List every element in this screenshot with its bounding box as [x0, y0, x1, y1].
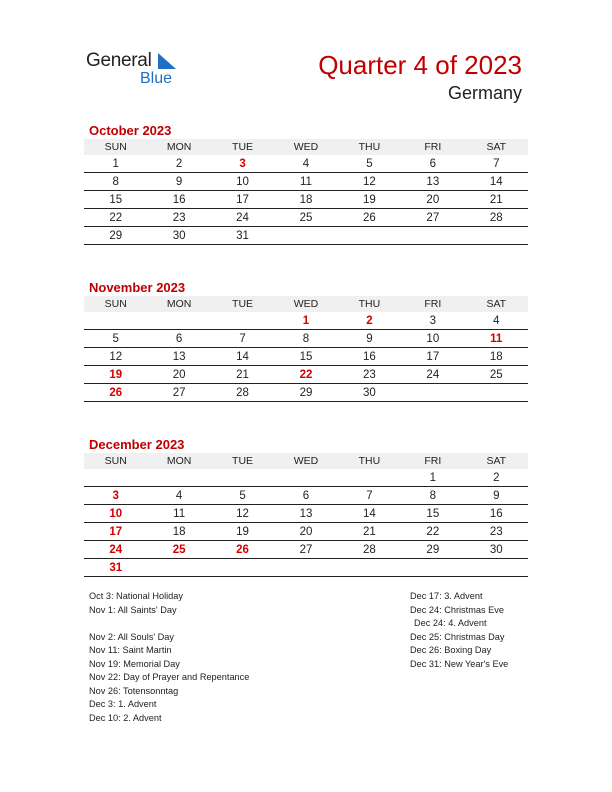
- page-title: Quarter 4 of 2023: [318, 50, 522, 80]
- day-cell: 18: [274, 191, 337, 209]
- day-cell: 20: [147, 366, 210, 384]
- holiday-note: Dec 17: 3. Advent: [410, 591, 483, 601]
- day-cell: 8: [401, 487, 464, 505]
- day-cell: 4: [465, 312, 528, 330]
- week-row: [84, 155, 528, 173]
- weekday-header: SUN: [84, 139, 147, 155]
- day-cell: 15: [84, 191, 147, 209]
- empty-day-cell: [274, 227, 337, 245]
- day-cell: 23: [338, 366, 401, 384]
- day-cell: 4: [147, 487, 210, 505]
- holiday-note: Dec 25: Christmas Day: [410, 631, 505, 642]
- weekday-header: TUE: [211, 139, 274, 155]
- day-cell: 19: [211, 523, 274, 541]
- weekday-header: FRI: [401, 139, 464, 155]
- day-cell: 26: [211, 541, 274, 559]
- weekday-header: THU: [338, 453, 401, 469]
- empty-day-cell: [84, 469, 147, 487]
- day-cell: 11: [274, 173, 337, 191]
- day-cell: 29: [401, 541, 464, 559]
- day-cell: 27: [147, 384, 210, 402]
- day-cell: 25: [274, 209, 337, 227]
- day-cell: 19: [84, 366, 147, 384]
- holiday-note: Dec 26: Boxing Day: [410, 645, 492, 655]
- day-cell: 11: [465, 330, 528, 348]
- day-cell: 30: [147, 227, 210, 245]
- day-cell: 27: [274, 541, 337, 559]
- weekday-header-row: [84, 453, 528, 469]
- day-cell: 22: [401, 523, 464, 541]
- week-row: [84, 191, 528, 209]
- day-cell: 17: [211, 191, 274, 209]
- day-cell: 20: [274, 523, 337, 541]
- day-cell: 3: [84, 487, 147, 505]
- day-cell: 25: [465, 366, 528, 384]
- day-cell: 10: [401, 330, 464, 348]
- empty-day-cell: [465, 227, 528, 245]
- empty-day-cell: [147, 469, 210, 487]
- day-cell: 2: [465, 469, 528, 487]
- day-cell: 15: [401, 505, 464, 523]
- week-row: [84, 330, 528, 348]
- day-cell: 16: [147, 191, 210, 209]
- empty-day-cell: [84, 312, 147, 330]
- holiday-note: Dec 24: 4. Advent: [414, 618, 487, 628]
- week-row: [84, 559, 528, 577]
- day-cell: 20: [401, 191, 464, 209]
- weekday-header: MON: [147, 296, 210, 312]
- empty-day-cell: [147, 312, 210, 330]
- day-cell: 6: [401, 155, 464, 173]
- week-row: [84, 541, 528, 559]
- day-cell: 9: [465, 487, 528, 505]
- weekday-header: WED: [274, 139, 337, 155]
- empty-day-cell: [401, 384, 464, 402]
- day-cell: 14: [465, 173, 528, 191]
- week-row: [84, 227, 528, 245]
- empty-day-cell: [211, 559, 274, 577]
- day-cell: 31: [211, 227, 274, 245]
- day-cell: 14: [211, 348, 274, 366]
- logo-general-text: General: [86, 50, 152, 71]
- day-cell: 16: [465, 505, 528, 523]
- day-cell: 15: [274, 348, 337, 366]
- day-cell: 28: [338, 541, 401, 559]
- holiday-note: Nov 2: All Souls' Day: [89, 631, 174, 642]
- day-cell: 16: [338, 348, 401, 366]
- weekday-header: SUN: [84, 453, 147, 469]
- day-cell: 7: [338, 487, 401, 505]
- empty-day-cell: [465, 384, 528, 402]
- day-cell: 28: [211, 384, 274, 402]
- empty-day-cell: [274, 559, 337, 577]
- day-cell: 9: [338, 330, 401, 348]
- day-cell: 24: [401, 366, 464, 384]
- day-cell: 17: [84, 523, 147, 541]
- day-cell: 7: [465, 155, 528, 173]
- holiday-note: Nov 11: Saint Martin: [89, 645, 172, 655]
- calendar-grid: [84, 453, 528, 577]
- day-cell: 6: [147, 330, 210, 348]
- empty-day-cell: [211, 312, 274, 330]
- empty-day-cell: [274, 469, 337, 487]
- day-cell: 6: [274, 487, 337, 505]
- day-cell: 24: [211, 209, 274, 227]
- day-cell: 29: [84, 227, 147, 245]
- day-cell: 13: [401, 173, 464, 191]
- weekday-header: FRI: [401, 453, 464, 469]
- day-cell: 30: [338, 384, 401, 402]
- holiday-note: Nov 22: Day of Prayer and Repentance: [89, 672, 250, 682]
- day-cell: 3: [401, 312, 464, 330]
- weekday-header: SAT: [465, 296, 528, 312]
- holiday-note: Dec 31: New Year's Eve: [410, 658, 509, 669]
- weekday-header: SAT: [465, 453, 528, 469]
- day-cell: 21: [338, 523, 401, 541]
- weekday-header: SUN: [84, 296, 147, 312]
- day-cell: 30: [465, 541, 528, 559]
- month-november: [84, 279, 528, 402]
- logo-triangle-icon: [158, 53, 176, 69]
- day-cell: 18: [465, 348, 528, 366]
- day-cell: 10: [84, 505, 147, 523]
- holiday-note: Dec 3: 1. Advent: [89, 699, 157, 709]
- weekday-header: FRI: [401, 296, 464, 312]
- holiday-notes-right: [410, 590, 508, 671]
- week-row: [84, 348, 528, 366]
- holiday-note: Dec 10: 2. Advent: [89, 712, 162, 723]
- day-cell: 13: [274, 505, 337, 523]
- empty-day-cell: [338, 559, 401, 577]
- weekday-header: THU: [338, 139, 401, 155]
- day-cell: 14: [338, 505, 401, 523]
- day-cell: 24: [84, 541, 147, 559]
- day-cell: 4: [274, 155, 337, 173]
- logo-blue-text: Blue: [140, 70, 173, 87]
- day-cell: 1: [84, 155, 147, 173]
- empty-day-cell: [338, 469, 401, 487]
- day-cell: 1: [274, 312, 337, 330]
- day-cell: 23: [147, 209, 210, 227]
- weekday-header: WED: [274, 296, 337, 312]
- day-cell: 29: [274, 384, 337, 402]
- logo: [86, 50, 196, 90]
- holiday-notes-left: [89, 590, 249, 725]
- weekday-header-row: [84, 139, 528, 155]
- day-cell: 23: [465, 523, 528, 541]
- weekday-header: MON: [147, 139, 210, 155]
- empty-day-cell: [465, 559, 528, 577]
- holiday-note: Nov 26: Totensonntag: [89, 685, 179, 696]
- weekday-header: TUE: [211, 453, 274, 469]
- day-cell: 9: [147, 173, 210, 191]
- day-cell: 7: [211, 330, 274, 348]
- week-row: [84, 505, 528, 523]
- day-cell: 5: [211, 487, 274, 505]
- day-cell: 1: [401, 469, 464, 487]
- day-cell: 21: [465, 191, 528, 209]
- day-cell: 2: [338, 312, 401, 330]
- day-cell: 12: [211, 505, 274, 523]
- weekday-header: THU: [338, 296, 401, 312]
- day-cell: 10: [211, 173, 274, 191]
- day-cell: 25: [147, 541, 210, 559]
- day-cell: 26: [338, 209, 401, 227]
- holiday-note: Nov 19: Memorial Day: [89, 658, 180, 669]
- empty-day-cell: [401, 559, 464, 577]
- day-cell: 28: [465, 209, 528, 227]
- month-october: [84, 122, 528, 245]
- month-title: December 2023: [89, 437, 185, 452]
- weekday-header: MON: [147, 453, 210, 469]
- holiday-note: Nov 1: All Saints' Day: [89, 604, 177, 615]
- day-cell: 22: [274, 366, 337, 384]
- month-december: [84, 436, 528, 577]
- day-cell: 12: [84, 348, 147, 366]
- week-row: [84, 366, 528, 384]
- day-cell: 18: [147, 523, 210, 541]
- month-title: November 2023: [89, 280, 186, 295]
- week-row: [84, 173, 528, 191]
- empty-day-cell: [401, 227, 464, 245]
- week-row: [84, 487, 528, 505]
- month-title: October 2023: [89, 123, 172, 138]
- day-cell: 2: [147, 155, 210, 173]
- weekday-header: TUE: [211, 296, 274, 312]
- day-cell: 27: [401, 209, 464, 227]
- calendar-grid: [84, 296, 528, 402]
- day-cell: 8: [84, 173, 147, 191]
- empty-day-cell: [147, 559, 210, 577]
- day-cell: 11: [147, 505, 210, 523]
- holiday-note: [89, 617, 249, 631]
- week-row: [84, 384, 528, 402]
- day-cell: 17: [401, 348, 464, 366]
- day-cell: 5: [338, 155, 401, 173]
- day-cell: 12: [338, 173, 401, 191]
- day-cell: 3: [211, 155, 274, 173]
- day-cell: 31: [84, 559, 147, 577]
- day-cell: 8: [274, 330, 337, 348]
- day-cell: 13: [147, 348, 210, 366]
- country-name: Germany: [447, 83, 522, 103]
- week-row: [84, 312, 528, 330]
- week-row: [84, 209, 528, 227]
- day-cell: 19: [338, 191, 401, 209]
- week-row: [84, 469, 528, 487]
- holiday-note: Oct 3: National Holiday: [89, 591, 183, 601]
- empty-day-cell: [211, 469, 274, 487]
- weekday-header: WED: [274, 453, 337, 469]
- day-cell: 21: [211, 366, 274, 384]
- empty-day-cell: [338, 227, 401, 245]
- weekday-header: SAT: [465, 139, 528, 155]
- calendar-grid: [84, 139, 528, 245]
- day-cell: 5: [84, 330, 147, 348]
- weekday-header-row: [84, 296, 528, 312]
- holiday-note: Dec 24: Christmas Eve: [410, 604, 504, 615]
- day-cell: 22: [84, 209, 147, 227]
- week-row: [84, 523, 528, 541]
- day-cell: 26: [84, 384, 147, 402]
